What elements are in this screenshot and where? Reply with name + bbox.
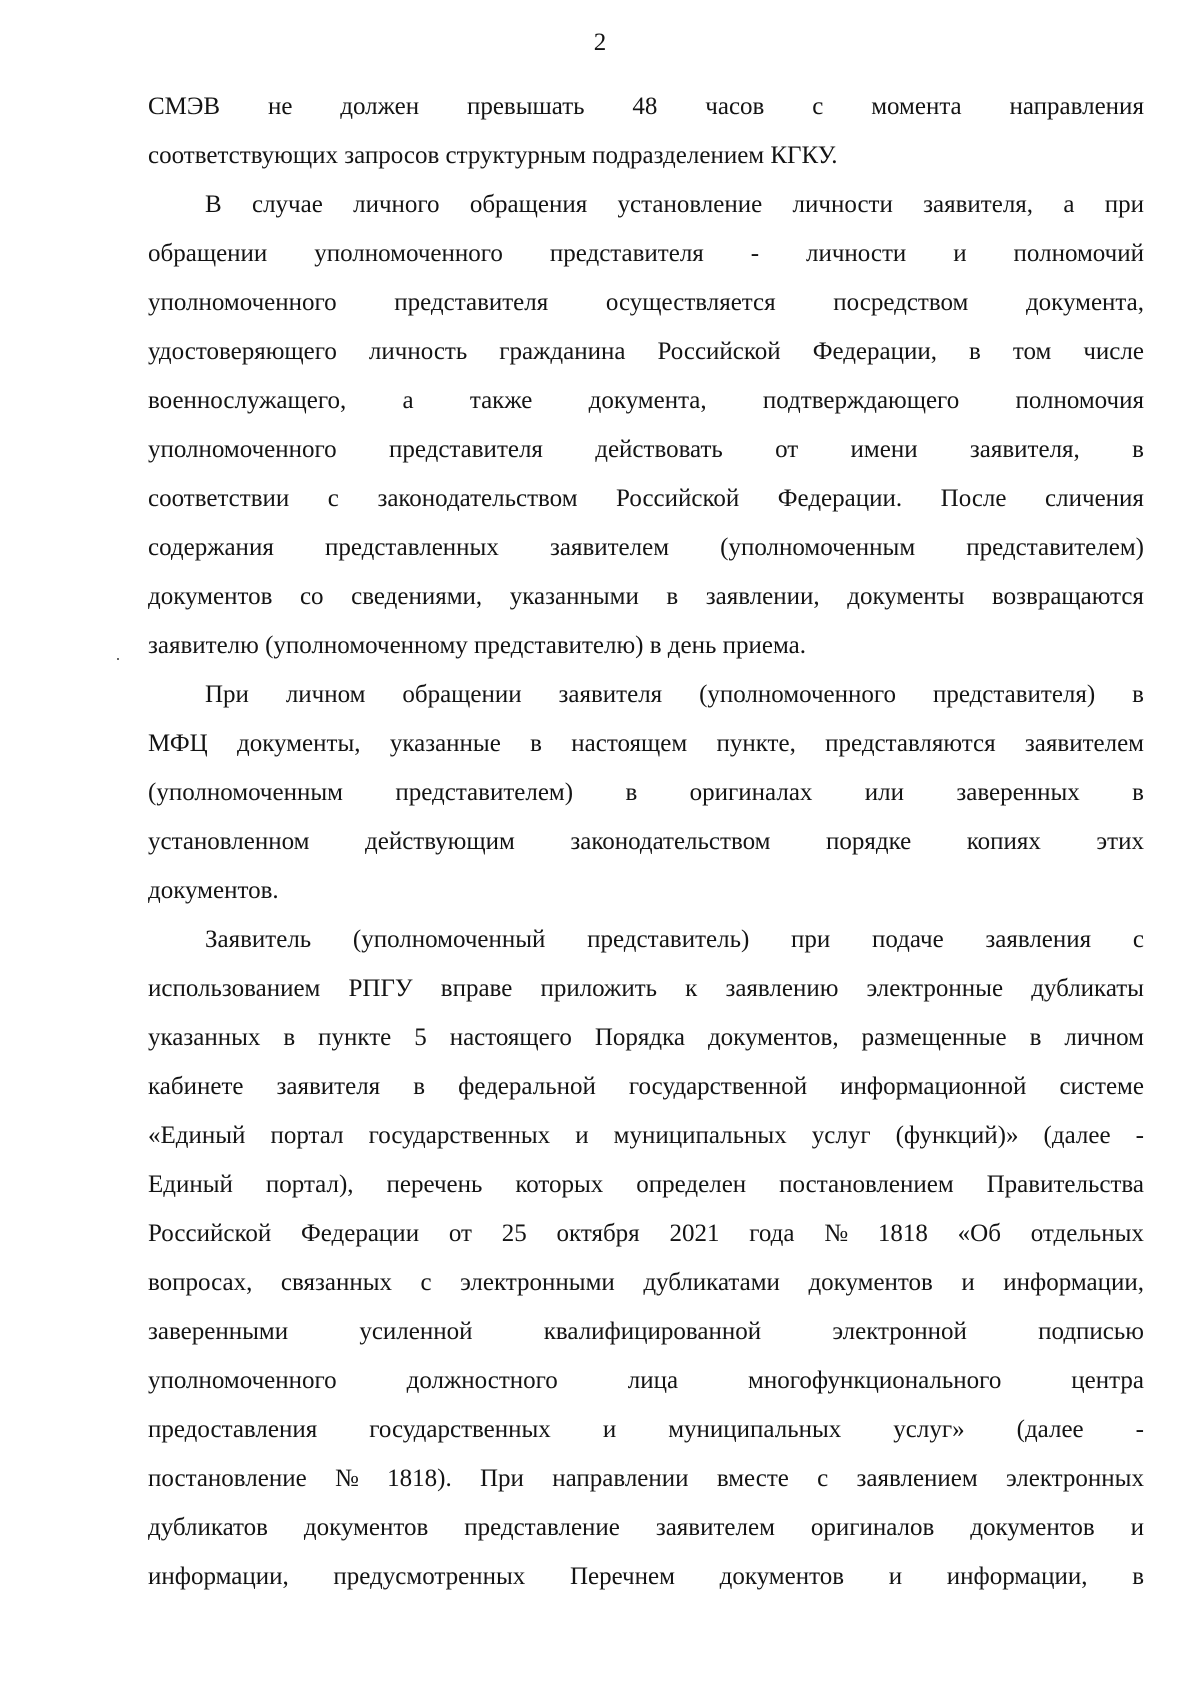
word: информации, — [148, 1563, 289, 1590]
word: многофункционального — [748, 1367, 1002, 1394]
text-line — [148, 180, 1144, 229]
word: 25 — [501, 1220, 527, 1247]
text-line — [148, 1209, 1144, 1258]
word: в — [1132, 681, 1144, 708]
word: определен — [636, 1171, 747, 1198]
word: № — [335, 1465, 359, 1492]
word: и — [1130, 1514, 1144, 1541]
word: в — [1132, 436, 1144, 463]
word: квалифицированной — [543, 1318, 762, 1345]
word: гражданина — [499, 338, 626, 365]
word: возвращаются — [992, 583, 1144, 610]
word: вместе — [716, 1465, 789, 1492]
word: заявителем — [549, 534, 670, 561]
word: услуг — [811, 1122, 871, 1149]
word: портал — [270, 1122, 344, 1149]
word: усиленной — [359, 1318, 473, 1345]
word: личном — [285, 681, 366, 708]
text-line — [148, 1454, 1144, 1503]
word: установленном — [148, 828, 310, 855]
text-line — [148, 719, 1144, 768]
word: в — [530, 730, 542, 757]
word: заявителем — [655, 1514, 775, 1541]
word: представление — [464, 1514, 620, 1541]
word: осуществляется — [605, 289, 776, 316]
word: уполномоченного — [148, 436, 337, 463]
word: - — [1135, 1416, 1144, 1443]
document-body — [148, 82, 1144, 1601]
word: муниципальных — [668, 1416, 842, 1443]
word: документов — [719, 1563, 845, 1590]
word: Российской — [657, 338, 781, 365]
word: обращении — [148, 240, 268, 267]
word: законодательством — [377, 485, 578, 512]
word: октября — [556, 1220, 640, 1247]
word: Российской — [148, 1220, 272, 1247]
word: соответствии — [148, 485, 290, 512]
word: представляются — [825, 730, 996, 757]
word: лица — [627, 1367, 679, 1394]
word: момента — [871, 93, 962, 120]
word: пункте — [318, 1024, 392, 1051]
word: электронных — [1006, 1465, 1144, 1492]
word: в — [1132, 1563, 1144, 1590]
word: заявлении, — [705, 583, 820, 610]
word: РПГУ — [348, 975, 413, 1002]
text-line — [148, 1503, 1144, 1552]
text-line — [148, 82, 1144, 131]
word: (уполномоченным — [720, 534, 916, 561]
word: личности — [792, 191, 893, 218]
word: 1818 — [877, 1220, 928, 1247]
word: представителем) — [966, 534, 1144, 561]
word: в — [625, 779, 638, 806]
text-line — [148, 1160, 1144, 1209]
word: пункте, — [716, 730, 796, 757]
word: со — [299, 583, 324, 610]
word: заявителя, — [969, 436, 1080, 463]
word: уполномоченного — [314, 240, 503, 267]
word: государственных — [368, 1122, 551, 1149]
word: В — [205, 191, 222, 218]
word: электронные — [866, 975, 1004, 1002]
word: 2021 — [669, 1220, 720, 1247]
word: года — [749, 1220, 795, 1247]
word: заявителя — [276, 1073, 381, 1100]
word: документов — [148, 583, 273, 610]
word: подаче — [872, 926, 944, 953]
word: должен — [340, 93, 420, 120]
text-line — [148, 1552, 1144, 1601]
text-line — [148, 915, 1144, 964]
text-line: заявителю (уполномоченному представителю) в день приема. — [148, 632, 806, 659]
word: этих — [1096, 828, 1144, 855]
word: связанных — [280, 1269, 393, 1296]
word: а — [1063, 191, 1075, 218]
text-line — [148, 229, 1144, 278]
word: Перечнем — [569, 1563, 675, 1590]
word: от — [448, 1220, 472, 1247]
word: с — [817, 1465, 829, 1492]
word: заявлению — [725, 975, 839, 1002]
word: копиях — [966, 828, 1041, 855]
word: документов — [808, 1269, 933, 1296]
word: с — [812, 93, 824, 120]
word: предусмотренных — [333, 1563, 526, 1590]
word: оригиналах — [689, 779, 813, 806]
text-line — [148, 425, 1144, 474]
word: сличения — [1045, 485, 1144, 512]
word: направления — [1009, 93, 1144, 120]
word: Заявитель — [205, 926, 312, 953]
word: настоящем — [571, 730, 688, 757]
word: документа, — [1025, 289, 1144, 316]
word: приложить — [540, 975, 658, 1002]
word: заверенными — [148, 1318, 289, 1345]
word: уполномоченного — [148, 1367, 337, 1394]
word: представителем) — [395, 779, 574, 806]
word: Федерации, — [812, 338, 938, 365]
word: законодательством — [570, 828, 771, 855]
word: в — [969, 338, 981, 365]
text-line — [148, 1356, 1144, 1405]
word: заявлением — [856, 1465, 978, 1492]
word: действовать — [595, 436, 723, 463]
word: военнослужащего, — [148, 387, 347, 414]
word: (уполномоченным — [148, 779, 343, 806]
word: или — [864, 779, 905, 806]
word: и — [888, 1563, 903, 1590]
text-line — [148, 1062, 1144, 1111]
word: в — [666, 583, 679, 610]
word: документов — [970, 1514, 1095, 1541]
word: с — [420, 1269, 432, 1296]
text-line: документов. — [148, 877, 279, 904]
word: и — [575, 1122, 589, 1149]
word: а — [402, 387, 414, 414]
word: дубликатов — [148, 1514, 268, 1541]
word: Единый — [148, 1171, 233, 1198]
word: в — [1029, 1024, 1042, 1051]
word: и — [602, 1416, 617, 1443]
text-line — [148, 1111, 1144, 1160]
word: подписью — [1038, 1318, 1144, 1345]
word: настоящего — [449, 1024, 572, 1051]
word: государственных — [369, 1416, 551, 1443]
word: системе — [1059, 1073, 1144, 1100]
word: вопросах, — [148, 1269, 253, 1296]
word: (далее — [1016, 1416, 1084, 1443]
word: При — [480, 1465, 524, 1492]
paragraph-3 — [148, 670, 1144, 915]
word: вправе — [440, 975, 513, 1002]
word: государственной — [628, 1073, 808, 1100]
word: представитель) — [587, 926, 750, 953]
word: размещенные — [861, 1024, 1007, 1051]
word: содержания — [148, 534, 274, 561]
word: электронной — [832, 1318, 967, 1345]
word: указанных — [148, 1024, 261, 1051]
word: направлении — [552, 1465, 689, 1492]
word: Порядка — [594, 1024, 685, 1051]
word: представителя — [394, 289, 549, 316]
word: Федерации — [301, 1220, 420, 1247]
word: обращении — [402, 681, 522, 708]
word: информационной — [840, 1073, 1027, 1100]
word: муниципальных — [613, 1122, 787, 1149]
word: посредством — [833, 289, 969, 316]
text-line — [148, 1013, 1144, 1062]
text-line — [148, 1258, 1144, 1307]
word: СМЭВ — [148, 93, 221, 120]
word: № — [824, 1220, 849, 1247]
word: в — [283, 1024, 296, 1051]
word: числе — [1083, 338, 1144, 365]
word: том — [1012, 338, 1052, 365]
text-line — [148, 376, 1144, 425]
word: МФЦ — [148, 730, 208, 757]
word: 1818). — [387, 1465, 452, 1492]
word: превышать — [466, 93, 585, 120]
word: перечень — [386, 1171, 483, 1198]
word: информации, — [1003, 1269, 1144, 1296]
word: 48 — [632, 93, 658, 120]
word: представителя — [549, 240, 704, 267]
word: Правительства — [986, 1171, 1144, 1198]
word: «Об — [957, 1220, 1001, 1247]
word: личность — [368, 338, 468, 365]
word: порядке — [825, 828, 912, 855]
word: от — [775, 436, 799, 463]
word: указанными — [509, 583, 639, 610]
text-line — [148, 523, 1144, 572]
word: После — [940, 485, 1007, 512]
word: документы, — [237, 730, 361, 757]
word: не — [267, 93, 293, 120]
word: личном — [1064, 1024, 1144, 1051]
word: (уполномоченный — [352, 926, 546, 953]
paragraph-2 — [148, 180, 1144, 670]
word: имени — [850, 436, 918, 463]
word: электронными — [460, 1269, 615, 1296]
word: уполномоченного — [148, 289, 337, 316]
word: - — [750, 240, 760, 267]
word: услуг» — [893, 1416, 965, 1443]
text-line — [148, 278, 1144, 327]
word: полномочия — [1015, 387, 1144, 414]
word: (функций)» — [895, 1122, 1019, 1149]
margin-mark — [117, 658, 119, 660]
word: установление — [617, 191, 763, 218]
word: кабинете — [148, 1073, 244, 1100]
word: действующим — [365, 828, 515, 855]
paragraph-1 — [148, 82, 1144, 180]
word: портал), — [265, 1171, 354, 1198]
word: с — [327, 485, 339, 512]
text-line — [148, 327, 1144, 376]
word: документа, — [588, 387, 707, 414]
word: удостоверяющего — [148, 338, 337, 365]
word: личности — [805, 240, 907, 267]
word: отдельных — [1030, 1220, 1144, 1247]
word: с — [1132, 926, 1144, 953]
text-line — [148, 817, 1144, 866]
word: постановление — [148, 1465, 307, 1492]
word: сведениями, — [351, 583, 483, 610]
word: Федерации. — [777, 485, 903, 512]
word: представителя — [388, 436, 543, 463]
text-line — [148, 474, 1144, 523]
text-line — [148, 572, 1144, 621]
word: при — [791, 926, 831, 953]
word: предоставления — [148, 1416, 318, 1443]
word: и — [961, 1269, 975, 1296]
word: дубликаты — [1031, 975, 1144, 1002]
word: заявителем — [1024, 730, 1144, 757]
word: при — [1104, 191, 1144, 218]
word: представителя) — [932, 681, 1096, 708]
word: Российской — [616, 485, 740, 512]
word: также — [469, 387, 533, 414]
word: должностного — [406, 1367, 558, 1394]
word: указанные — [389, 730, 501, 757]
word: заверенных — [956, 779, 1080, 806]
word: заявителя, — [923, 191, 1034, 218]
word: личного — [353, 191, 440, 218]
word: случае — [251, 191, 323, 218]
word: подтверждающего — [762, 387, 960, 414]
word: оригиналов — [810, 1514, 935, 1541]
word: федеральной — [458, 1073, 596, 1100]
word: 5 — [414, 1024, 427, 1051]
word: При — [205, 681, 249, 708]
page-number: 2 — [593, 29, 607, 56]
text-line — [148, 964, 1144, 1013]
word: обращения — [469, 191, 588, 218]
word: информации, — [946, 1563, 1088, 1590]
word: часов — [705, 93, 765, 120]
word: в — [1132, 779, 1144, 806]
word: представленных — [324, 534, 499, 561]
text-line — [148, 1307, 1144, 1356]
word: - — [1135, 1122, 1144, 1149]
word: (далее — [1043, 1122, 1111, 1149]
word: к — [685, 975, 698, 1002]
word: в — [413, 1073, 426, 1100]
word: центра — [1071, 1367, 1144, 1394]
word: документы — [847, 583, 965, 610]
text-line — [148, 670, 1144, 719]
text-line: соответствующих запросов структурным подразделением КГКУ. — [148, 142, 838, 169]
word: использованием — [148, 975, 321, 1002]
word: заявителя — [558, 681, 663, 708]
word: (уполномоченного — [699, 681, 897, 708]
word: полномочий — [1013, 240, 1144, 267]
word: документов, — [707, 1024, 839, 1051]
word: заявления — [985, 926, 1092, 953]
text-line — [148, 768, 1144, 817]
word: дубликатами — [643, 1269, 780, 1296]
word: и — [953, 240, 967, 267]
word: постановлением — [779, 1171, 954, 1198]
word: которых — [515, 1171, 604, 1198]
word: «Единый — [148, 1122, 246, 1149]
word: документов — [303, 1514, 429, 1541]
text-line — [148, 1405, 1144, 1454]
paragraph-4 — [148, 915, 1144, 1601]
